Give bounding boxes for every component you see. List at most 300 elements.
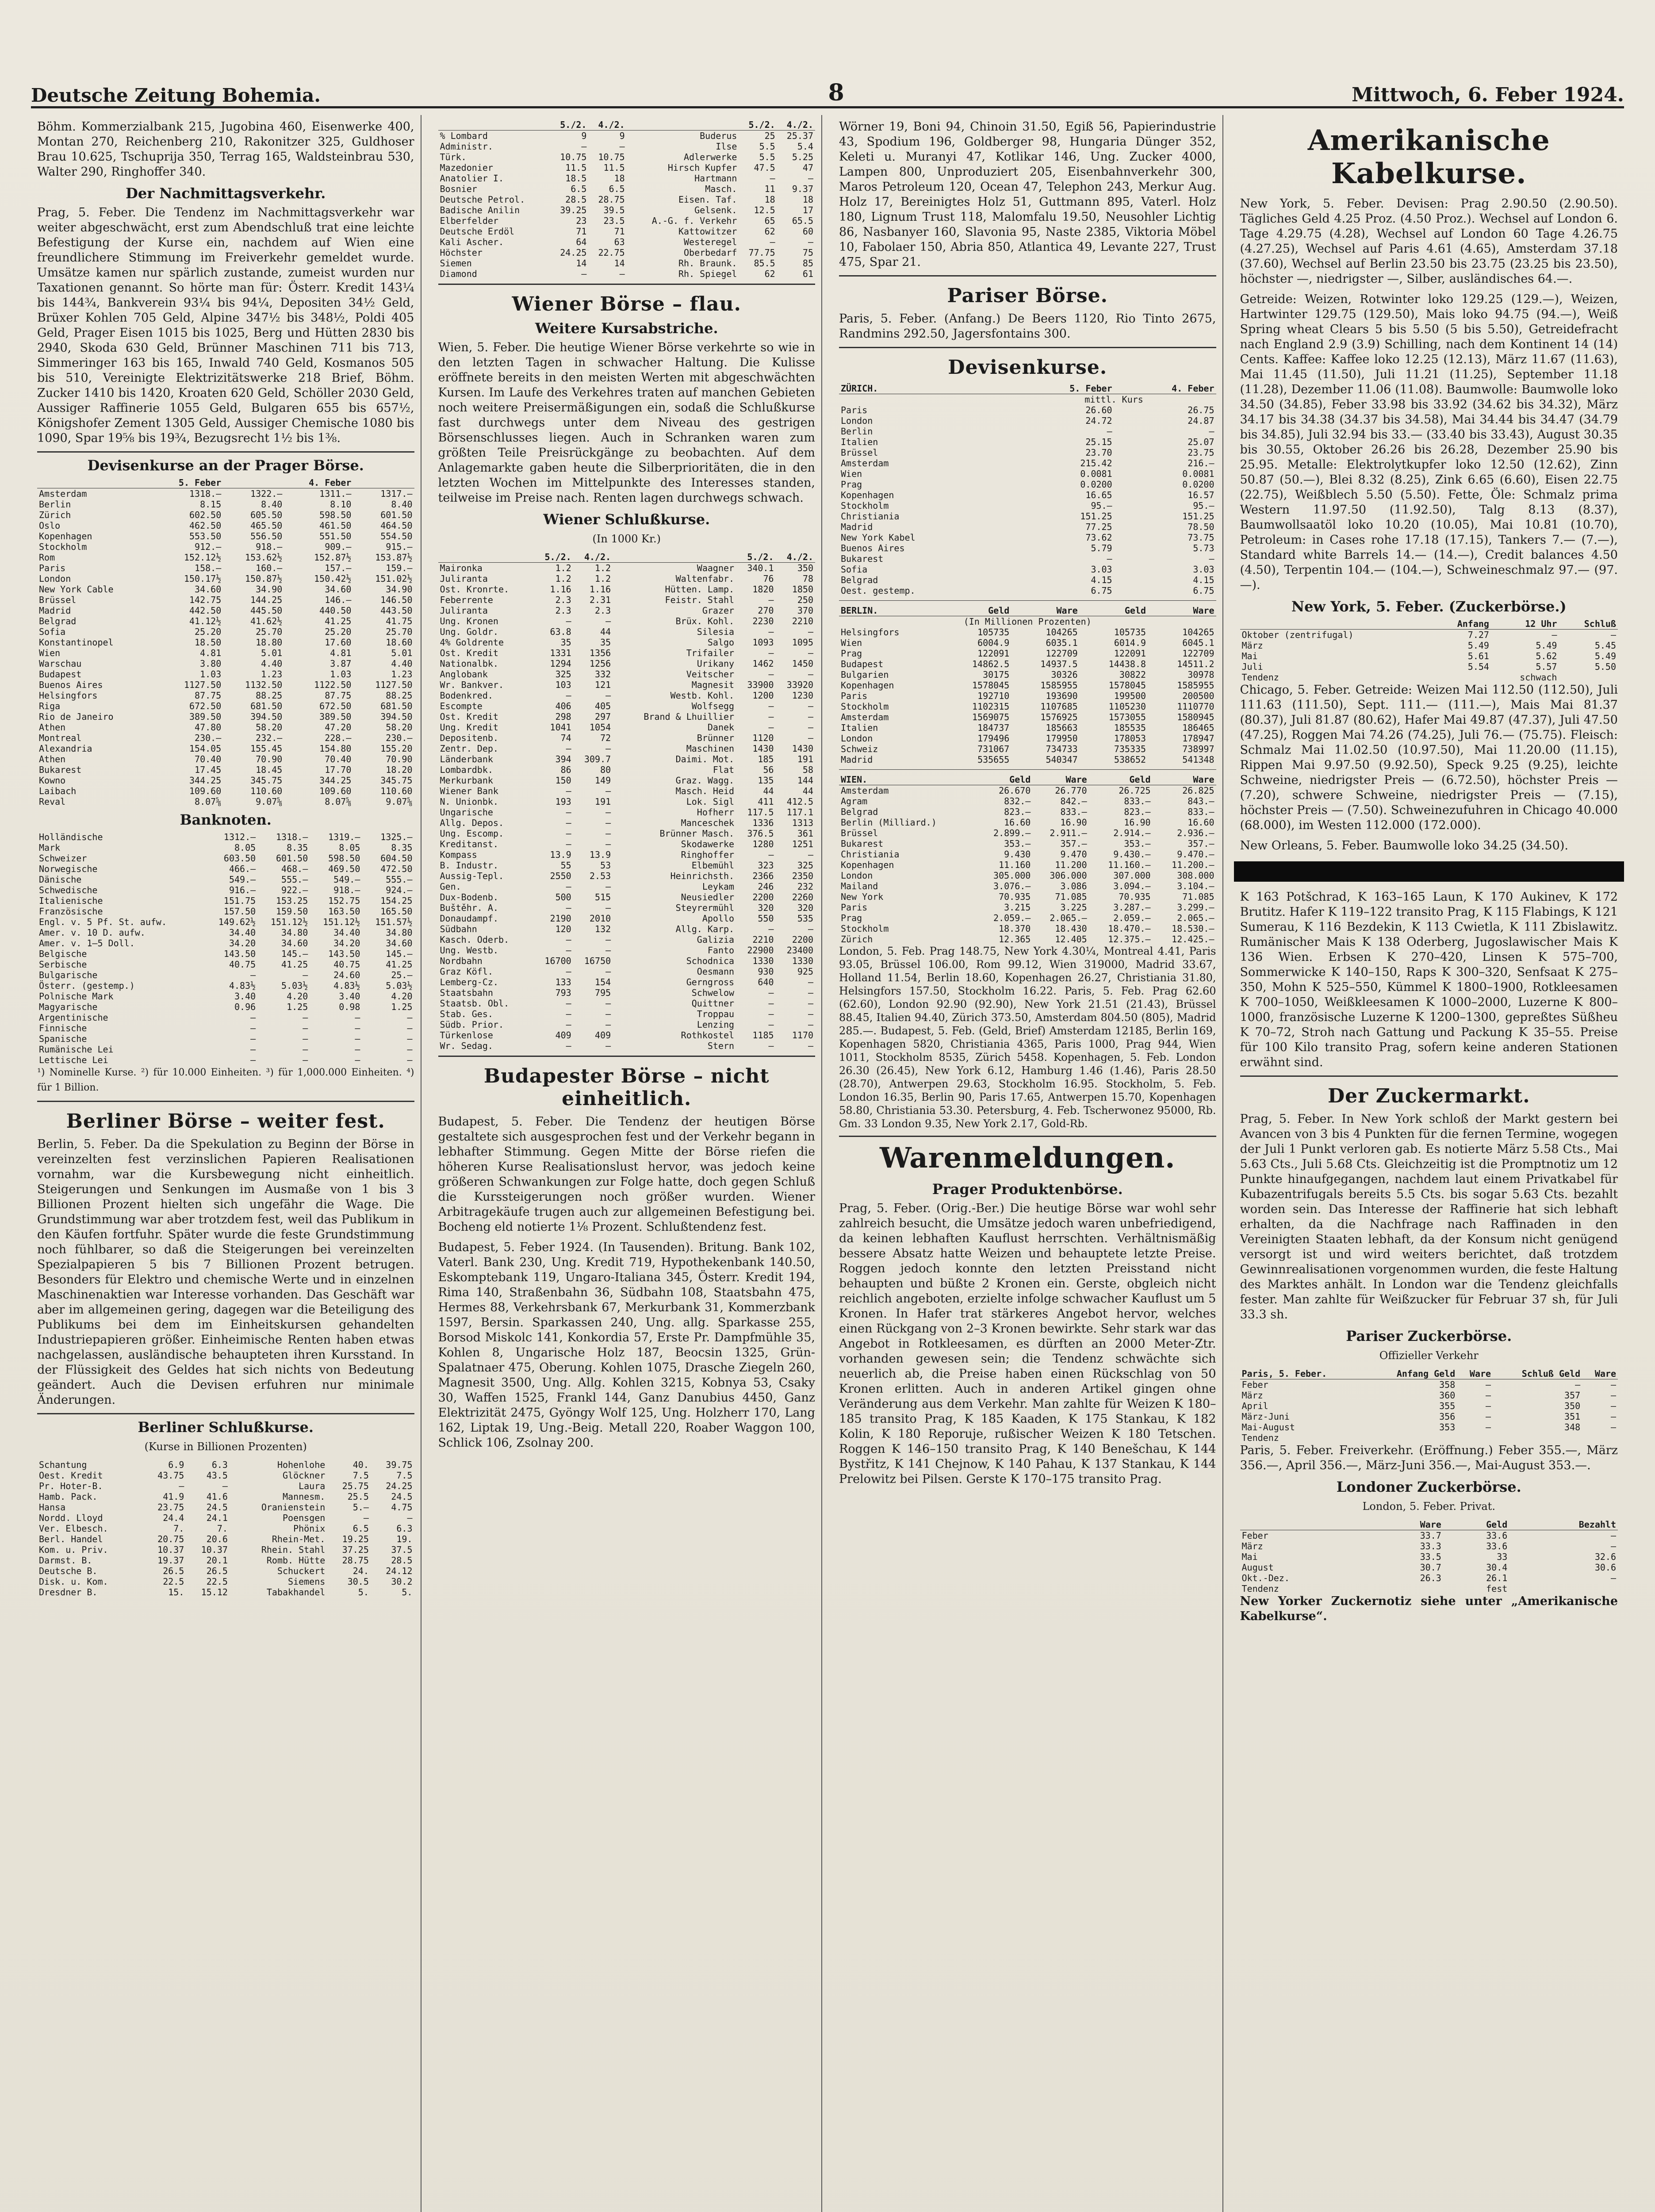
table-cell: 26.5 [206, 1566, 228, 1576]
table-row [839, 902, 1216, 913]
table-wien-devisen [839, 774, 1216, 945]
table-cell: 150.87½ [245, 573, 283, 584]
table-cell: Juliranta [440, 605, 488, 616]
table-cell: 86 [560, 764, 571, 775]
table-cell: Schwelow [691, 987, 735, 998]
table-cell: 1322.— [250, 488, 283, 499]
table-cell: — [355, 1033, 360, 1044]
table-cell: 1.23 [391, 669, 413, 680]
table-cell: Elberfelder [440, 215, 498, 226]
table-cell: 823.— [1004, 806, 1031, 817]
table-cell: 9.07⅝ [256, 796, 283, 807]
table-cell: Norwegische [39, 864, 98, 874]
table-cell: 357.— [1188, 838, 1214, 849]
table-row [37, 885, 414, 895]
table-cell: Anglobank [440, 669, 488, 680]
table-cell: 5.54 [1467, 661, 1489, 672]
table-cell: Dux-Bodenb. [440, 892, 498, 902]
table-cell: 17.60 [325, 637, 352, 648]
table-cell: 356 [1439, 1411, 1456, 1422]
table-cell: — [605, 818, 611, 828]
table-cell: 6.3 [211, 1459, 228, 1470]
table-cell: 58.20 [386, 722, 413, 733]
table-cell: Paris [841, 902, 868, 913]
table-cell: 24.4 [163, 1513, 184, 1523]
table-cell: Veitscher [686, 669, 735, 680]
table-cell: 142.75 [189, 595, 222, 605]
black-divider-bar [1234, 861, 1624, 882]
table-cell: 1585955 [1040, 680, 1078, 691]
table-row [839, 669, 1216, 680]
table-cell: Mazedonier [440, 162, 493, 173]
table-cell: 306.000 [1050, 870, 1087, 881]
table-cell: 1294 [550, 658, 571, 669]
table-cell: 409 [555, 1030, 571, 1041]
table-row [839, 627, 1216, 637]
table-row [1240, 651, 1618, 661]
table-cell: 18 [764, 194, 775, 205]
table-row [1240, 661, 1618, 672]
table-cell: — [605, 616, 611, 626]
table-cell: — [303, 1023, 308, 1033]
table-cell: 150 [555, 775, 571, 786]
table-cell: 60 [802, 226, 813, 237]
table-cell: 325 [797, 860, 813, 871]
table-cell: 33.7 [1420, 1530, 1441, 1541]
table-cell: Kompass [440, 849, 477, 860]
table-cell: 8.05 [339, 842, 360, 853]
table-cell: Finnische [39, 1023, 87, 1033]
table-cell: Höchster [440, 247, 483, 258]
table-cell: Rio de Janeiro [39, 711, 114, 722]
table-cell: — [605, 743, 611, 754]
table-cell: Brünner Masch. [659, 828, 735, 839]
table-cell: 26.60 [1085, 405, 1112, 415]
table-cell: 793 [555, 987, 571, 998]
table-cell: — [808, 711, 813, 722]
table-cell: 117.5 [747, 807, 774, 818]
table-cell: schwach [1520, 672, 1557, 683]
table-cell: 344.25 [189, 775, 222, 786]
table-cell: 153.25 [276, 895, 308, 906]
table-cell: 350 [797, 563, 813, 573]
table-cell: Nationalbk. [440, 658, 498, 669]
table-cell: Magnesit [691, 680, 735, 690]
table-cell: 14511.2 [1177, 659, 1214, 669]
table-cell: Warschau [39, 658, 82, 669]
table-cell: 16.90 [1060, 817, 1087, 828]
table-cell: 18.45 [256, 764, 283, 775]
table-cell: Steyrermühl [675, 902, 735, 913]
table-cell: Stern [707, 1041, 735, 1051]
table-cell: Juli [1241, 661, 1263, 672]
table-cell: Quittner [691, 998, 735, 1009]
table-cell: Italien [841, 722, 878, 733]
table-cell: — [605, 1041, 611, 1051]
table-cell: — [566, 743, 571, 754]
table-cell: 1105230 [1108, 701, 1146, 712]
table-cell: 1319.— [328, 832, 360, 842]
table-cell: Amer. v. 1–5 Doll. [39, 938, 135, 949]
table-cell: 62 [764, 269, 775, 279]
table-row [37, 970, 414, 980]
table-row [37, 722, 414, 733]
table-row [438, 945, 816, 956]
table-cell: — [1610, 1390, 1616, 1401]
table-cell: 605.50 [250, 510, 283, 520]
table-cell: 23400 [786, 945, 813, 956]
table-cell: 325 [555, 669, 571, 680]
divider [839, 347, 1216, 348]
table-row [839, 796, 1216, 806]
table-cell: 500 [555, 892, 571, 902]
table-cell: 2.899.— [993, 828, 1031, 838]
table-cell: 25.75 [342, 1481, 369, 1491]
table-cell: 823.— [1124, 806, 1151, 817]
table-cell: 33.6 [1486, 1541, 1508, 1551]
table-cell: 34.60 [195, 584, 222, 595]
table-cell: 1336 [752, 818, 774, 828]
table-cell: Wien [841, 469, 862, 479]
table-row [438, 998, 816, 1009]
section-subtitle-wiener-boerse: Weitere Kursabstriche. [535, 320, 718, 337]
table-row [839, 934, 1216, 945]
table-cell: Wr. Bankver. [440, 680, 504, 690]
table-cell: 323 [758, 860, 774, 871]
issue-date: Mittwoch, 6. Feber 1924. [1352, 84, 1624, 106]
table-cell: 358 [1439, 1379, 1456, 1390]
table-cell: Okt.-Dez. [1241, 1573, 1290, 1583]
table-cell: 88.25 [256, 690, 283, 701]
table-row [839, 426, 1216, 437]
table-row [37, 541, 414, 552]
table-cell: 28.75 [342, 1555, 369, 1566]
table-row [37, 1023, 414, 1033]
table-cell: Bukarest [39, 764, 82, 775]
table-cell: Alexandria [39, 743, 92, 754]
column-4 [1234, 115, 1624, 2212]
table-cell: 1318.— [276, 832, 308, 842]
table-cell: Prag [841, 913, 862, 923]
table-cell: 3.40 [234, 991, 256, 1002]
table-cell: Rh. Spiegel [678, 269, 737, 279]
table-cell: — [303, 1055, 308, 1065]
table-cell: Fanto [707, 945, 735, 956]
table-row [438, 1041, 816, 1051]
table-header-cell [613, 552, 736, 563]
table-cell: — [605, 786, 611, 796]
table-cell: 14 [576, 258, 587, 269]
table-cell: — [1610, 630, 1616, 640]
table-cell: 1251 [792, 839, 813, 849]
table-row [438, 680, 816, 690]
section-title-wiener-schlusskurse: Wiener Schlußkurse. [543, 511, 710, 528]
table-cell: 191 [595, 796, 611, 807]
berlin-devisen-subheading: (In Millionen Prozenten) [963, 616, 1092, 627]
table-cell: 25 [764, 131, 775, 141]
table-cell: — [770, 237, 775, 247]
table-cell: 918.— [256, 541, 283, 552]
table-cell: 18.50 [195, 637, 222, 648]
table-cell: Türkenlose [440, 1030, 493, 1041]
article-budapester-boerse: Budapest, 5. Feber. Die Tendenz der heutigen Börse gestaltete sich ausgesprochen fest und der Verkehr begann in lebhafter Stimmung. Gegen Mitte der Börse riefen die höheren Kurse Realisationslust hervor, was jedoch keine größeren Schwankungen zur Folge hatte, doch gegen Schluß die Kurssteigerungen noch größer wurden. Wiener Arbitragekäufe trugen auch zur allgemeinen Befestigung bei. Bocheng eld notierte 1⅛ Prozent. Schlußtendenz fest. [438, 1115, 815, 1234]
table-cell: 1120 [752, 733, 774, 743]
table-row [37, 895, 414, 906]
table-cell: 158.— [195, 563, 222, 573]
table-cell: Stab. Ges. [440, 1009, 493, 1019]
table-header-cell: BERLIN. [839, 605, 943, 616]
table-row [37, 1481, 414, 1491]
table-cell: — [1610, 1573, 1616, 1583]
table-row [37, 842, 414, 853]
table-cell: 73.62 [1085, 532, 1112, 543]
table-cell: Schwedische [39, 885, 98, 895]
table-cell: 28.75 [598, 194, 625, 205]
table-cell: — [250, 1055, 256, 1065]
table-row [438, 173, 816, 184]
table-cell: 550 [758, 913, 774, 924]
table-cell: Masch. [705, 184, 737, 194]
section-title-londoner-zuckerboerse: Londoner Zuckerbörse. [1336, 1479, 1521, 1495]
table-cell: 1.23 [261, 669, 283, 680]
table-cell: 40.75 [333, 959, 360, 970]
table-cell: Oesmann [697, 966, 735, 977]
table-cell: 146.— [325, 595, 352, 605]
table-cell: 370 [797, 605, 813, 616]
table-cell: Gelsenk. [694, 205, 737, 215]
table-row [438, 131, 816, 142]
table-cell [1432, 672, 1490, 683]
table-cell: 40. [352, 1459, 369, 1470]
table-cell: 357.— [1060, 838, 1087, 849]
table-row [839, 754, 1216, 765]
table-cell: Kreditanst. [440, 839, 498, 849]
table-cell: — [605, 1009, 611, 1019]
table-cell: 601.50 [276, 853, 308, 864]
table-cell: 640 [758, 977, 774, 987]
table-cell: 350 [1564, 1401, 1581, 1411]
table-cell: 24.25 [386, 1481, 413, 1491]
table-row [438, 258, 816, 269]
table-cell: 2.065.— [1050, 913, 1087, 923]
table-cell: 468.— [281, 864, 308, 874]
table-row [839, 744, 1216, 754]
table-cell: — [566, 966, 571, 977]
table-cell: 11.5 [565, 162, 587, 173]
table-pariser-zucker [1240, 1368, 1618, 1443]
table-cell: 34.60 [281, 938, 308, 949]
table-cell: 462.50 [189, 520, 222, 531]
table-cell: März [1241, 1541, 1263, 1551]
table-cell: 230.— [195, 733, 222, 743]
table-cell: — [1610, 1422, 1616, 1432]
table-cell: — [1209, 553, 1214, 564]
table-cell: 151.75 [223, 895, 256, 906]
table-cell: 1132.50 [245, 680, 283, 690]
table-cell: 41.6 [206, 1491, 228, 1502]
section-title-budapester-boerse: Budapester Börse – nicht einheitlich. [483, 1065, 770, 1110]
table-cell: 17.45 [195, 764, 222, 775]
table-cell: Elbemühl [691, 860, 735, 871]
section-title-amerikanische-kabelkurse: Amerikanische Kabelkurse. [1307, 124, 1550, 190]
table-cell: Mai [1241, 1551, 1258, 1562]
table-cell: Feber [1241, 1530, 1268, 1541]
table-cell: Rumänische Lei [39, 1044, 114, 1055]
table-cell: 154.05 [189, 743, 222, 754]
pariser-zucker-subtitle: Offizieller Verkehr [1379, 1349, 1479, 1362]
table-cell: 598.50 [328, 853, 360, 864]
table-cell: 34.20 [333, 938, 360, 949]
table-cell: Madrid [841, 754, 873, 765]
table-cell: 143.50 [328, 949, 360, 959]
table-row [839, 785, 1216, 796]
table-cell: — [1610, 1379, 1616, 1390]
table-cell: 16.57 [1188, 490, 1214, 500]
table-cell: Sofia [841, 564, 868, 575]
table-cell: Hamb. Pack. [39, 1491, 98, 1502]
table-cell: — [768, 626, 774, 637]
table-cell: 795 [595, 987, 611, 998]
table-cell: Lemberg-Cz. [440, 977, 498, 987]
table-cell: 601.50 [380, 510, 413, 520]
table-banknoten [37, 832, 414, 1065]
table-cell: Manceschek [681, 818, 735, 828]
table-cell: Mai [1241, 651, 1258, 661]
table-cell: 1107685 [1040, 701, 1078, 712]
table-cell: 153.62½ [245, 552, 283, 563]
table-row [438, 913, 816, 924]
table-cell: Badische Anilin [440, 205, 520, 215]
table-cell: 41.25 [325, 616, 352, 626]
table-row [1240, 1401, 1618, 1411]
table-cell: 469.50 [328, 864, 360, 874]
table-cell: 2210 [752, 934, 774, 945]
table-row [438, 563, 816, 574]
table-header-cell: Ware [1011, 605, 1079, 616]
table-cell: 5. [402, 1587, 413, 1598]
table-cell: 10.75 [598, 152, 625, 162]
table-cell: — [605, 966, 611, 977]
table-cell: Westeregel [684, 237, 737, 247]
table-row [839, 479, 1216, 490]
table-cell: 8.35 [391, 842, 413, 853]
table-cell: 246 [758, 881, 774, 892]
table-cell: — [808, 977, 813, 987]
table-cell: Dänische [39, 874, 82, 885]
table-cell: 28.5 [565, 194, 587, 205]
table-row [1240, 1583, 1618, 1594]
table-cell: 25.20 [325, 626, 352, 637]
table-cell: 2.936.— [1177, 828, 1214, 838]
table-cell: 28.5 [391, 1555, 413, 1566]
table-cell: Montreal [39, 733, 82, 743]
table-cell: 6.5 [571, 184, 587, 194]
table-cell: Bulgarien [841, 669, 889, 680]
table-cell: 20.1 [206, 1555, 228, 1566]
table-cell: 9.470 [1060, 849, 1087, 860]
table-cell: Wolfsegg [691, 701, 735, 711]
table-cell: 12.365 [999, 934, 1031, 945]
table-cell: Belgrad [39, 616, 77, 626]
table-cell: Nordbahn [440, 956, 483, 966]
table-cell: 14862.5 [972, 659, 1010, 669]
table-row [438, 194, 816, 205]
table-row [37, 584, 414, 595]
table-cell: 843.— [1188, 796, 1214, 806]
table-cell: 412.5 [786, 796, 813, 807]
table-cell: — [808, 849, 813, 860]
table-cell: 18 [614, 173, 625, 184]
table-row [438, 1019, 816, 1030]
table-cell: 30326 [1051, 669, 1078, 680]
table-row [37, 531, 414, 541]
table-cell: 40.75 [229, 959, 256, 970]
table-cell: 5.5 [759, 141, 775, 152]
table-cell: 155.20 [380, 743, 413, 754]
table-cell: 0.96 [234, 1002, 256, 1012]
table-row [1240, 1551, 1618, 1562]
table-cell: Belgische [39, 949, 87, 959]
table-cell: 109.60 [189, 786, 222, 796]
table-cell: Lombardbk. [440, 764, 493, 775]
table-row [37, 1534, 414, 1544]
section-title-wiener-boerse: Wiener Börse – flau. [512, 293, 741, 315]
table-row [37, 1502, 414, 1513]
table-cell: 348 [1564, 1422, 1581, 1432]
table-row [839, 891, 1216, 902]
table-cell: Oktober (zentrifugal) [1241, 630, 1354, 640]
table-cell [1368, 1432, 1457, 1443]
table-cell: Donaudampf. [440, 913, 498, 924]
table-row [37, 626, 414, 637]
table-cell: 151.25 [1182, 511, 1214, 522]
table-header-cell: 5./2. [533, 552, 573, 563]
table-cell: 538652 [1114, 754, 1146, 765]
table-cell: 105735 [1114, 627, 1146, 637]
table-cell: 121 [595, 680, 611, 690]
table-cell: 2200 [792, 934, 813, 945]
divider [37, 1413, 414, 1414]
table-cell: 64 [576, 237, 587, 247]
table-cell: 135 [758, 775, 774, 786]
table-cell: Merkurbank [440, 775, 493, 786]
table-cell: — [768, 849, 774, 860]
table-cell: Kali Ascher. [440, 237, 504, 247]
table-cell: 2210 [792, 616, 813, 626]
table-cell: Stockholm [841, 923, 889, 934]
table-cell: 2366 [752, 871, 774, 881]
article-new-orleans: New Orleans, 5. Feber. Baumwolle loko 34.25 (34.50). [1240, 839, 1568, 853]
table-cell: 1330 [792, 956, 813, 966]
table-row [839, 712, 1216, 722]
table-cell: 2230 [752, 616, 774, 626]
table-cell: — [808, 648, 813, 658]
table-cell: 75 [802, 247, 813, 258]
table-cell: — [605, 998, 611, 1009]
table-header-cell: 4./2. [777, 119, 815, 131]
table-header-cell: 4./2. [776, 552, 815, 563]
table-row [37, 1033, 414, 1044]
table-cell: 916.— [229, 885, 256, 895]
table-cell: 151.02½ [375, 573, 413, 584]
table-cell: — [566, 807, 571, 818]
table-cell: Bodenkred. [440, 690, 493, 701]
table-cell: Lenzing [697, 1019, 735, 1030]
table-cell: Dresdner B. [39, 1587, 98, 1598]
table-cell: Ost. Kredit [440, 648, 498, 658]
table-cell: 1.2 [555, 563, 571, 573]
table-cell: 56 [763, 764, 774, 775]
